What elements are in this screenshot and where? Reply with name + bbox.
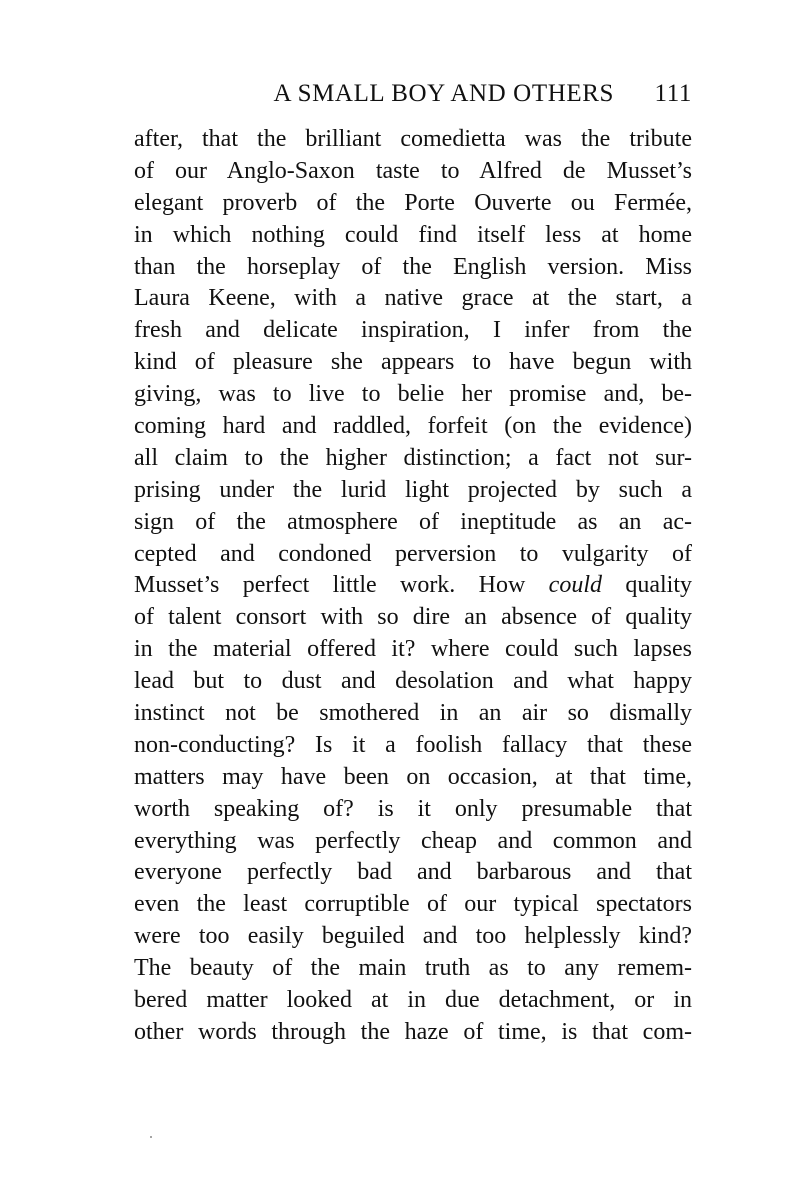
text-line: coming hard and raddled, forfeit (on the evidence) — [134, 413, 692, 440]
text-line: cepted and condoned perversion to vulgarity of — [134, 540, 692, 567]
text-line: even the least corruptible of our typical spectators — [134, 891, 692, 918]
italic-emphasis: could — [548, 572, 602, 599]
text-line: instinct not be smothered in an air so dismally — [134, 700, 692, 727]
text-line-with-italic — [134, 570, 692, 602]
text-line: worth speaking of? is it only presumable that — [134, 795, 692, 822]
text-line: matters may have been on occasion, at that time, — [134, 763, 692, 790]
text-line: Laura Keene, with a native grace at the start, a — [134, 285, 692, 312]
text-line: in the material offered it? where could such lapses — [134, 636, 692, 663]
text-line: other words through the haze of time, is that com- — [134, 1018, 692, 1045]
body-text — [134, 124, 692, 1049]
text-line: than the horseplay of the English version. Miss — [134, 253, 692, 280]
text-line: elegant proverb of the Porte Ouverte ou Fermée, — [134, 189, 692, 216]
text-line: prising under the lurid light projected by such a — [134, 476, 692, 503]
paper-speck — [150, 1136, 152, 1138]
text-line: of our Anglo-Saxon taste to Alfred de Musset’s — [134, 157, 692, 184]
text-line: after, that the brilliant comedietta was the tribute — [134, 126, 692, 152]
page-number: 111 — [654, 80, 692, 107]
text-line: all claim to the higher distinction; a fact not sur- — [134, 444, 692, 471]
text-line: bered matter looked at in due detachment, or in — [134, 987, 692, 1014]
text-line: non-conducting? Is it a foolish fallacy that these — [134, 731, 692, 758]
text-segment: Musset’s perfect little work. How — [134, 572, 549, 599]
text-line: kind of pleasure she appears to have begun with — [134, 349, 692, 376]
text-line: The beauty of the main truth as to any remem- — [134, 955, 692, 982]
text-line: in which nothing could find itself less at home — [134, 221, 692, 248]
text-line: everything was perfectly cheap and common and — [134, 827, 692, 854]
text-line: lead but to dust and desolation and what happy — [134, 668, 692, 695]
text-segment: quality — [602, 572, 693, 599]
text-line: of talent consort with so dire an absence of quality — [134, 604, 692, 631]
running-title: A SMALL BOY AND OTHERS — [273, 80, 614, 107]
text-line: were too easily beguiled and too helplessly kind? — [134, 923, 692, 950]
running-head — [134, 80, 692, 114]
text-line: everyone perfectly bad and barbarous and that — [134, 859, 692, 886]
text-line: giving, was to live to belie her promise and, be- — [134, 381, 692, 408]
text-line: sign of the atmosphere of ineptitude as an ac- — [134, 508, 692, 535]
text-line: fresh and delicate inspiration, I infer from the — [134, 317, 692, 344]
